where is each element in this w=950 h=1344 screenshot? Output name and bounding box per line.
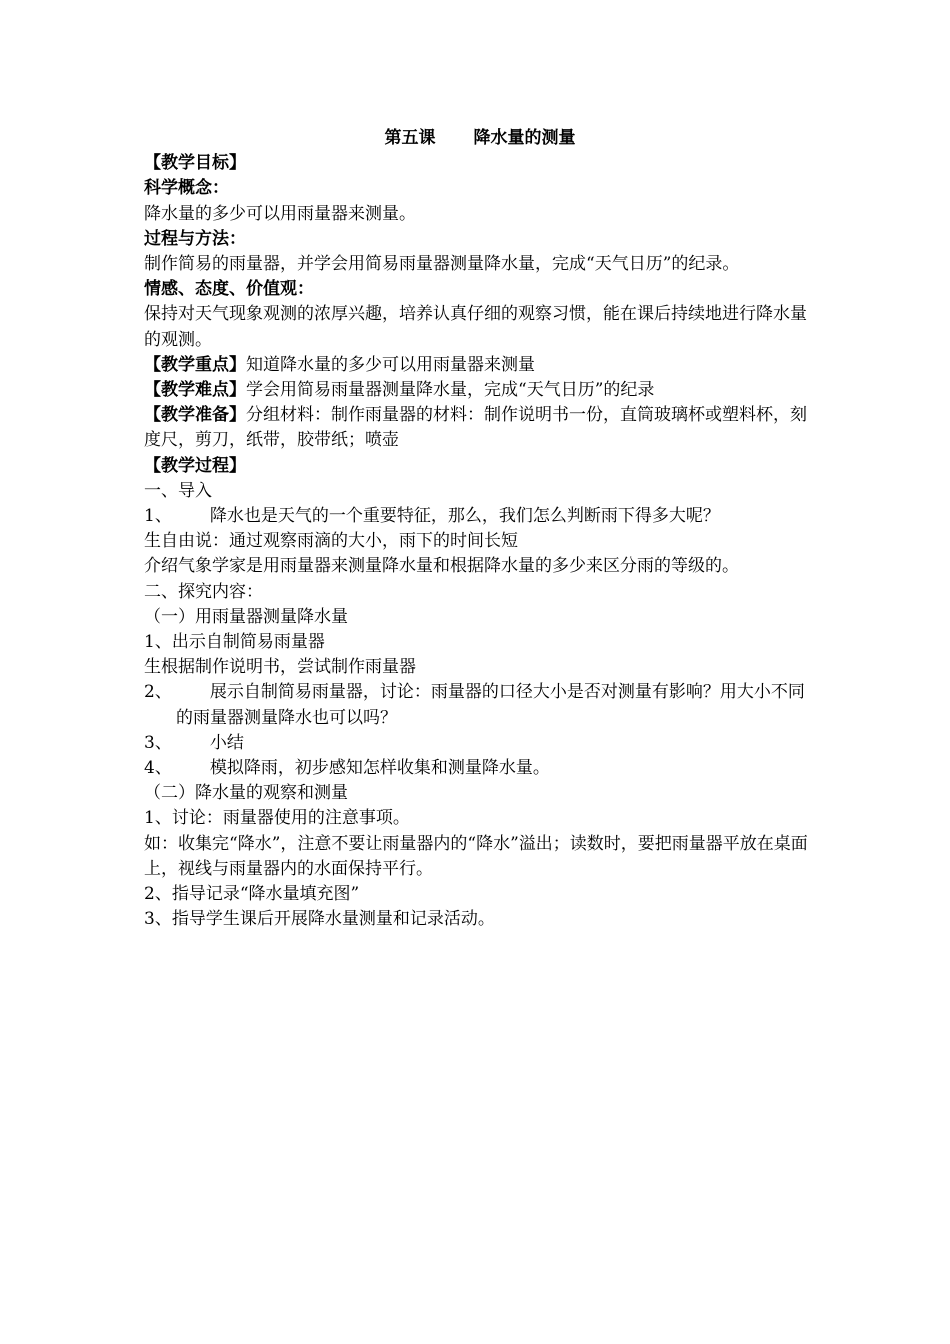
attitude-label: 情感、态度、价值观： <box>144 279 314 300</box>
list-item-text: 展示自制简易雨量器，讨论：雨量器的口径大小是否对测量有影响？用大小不同的雨量器测量降水也可以吗？ <box>176 682 805 728</box>
list-item <box>144 680 816 730</box>
paragraph: 生根据制作说明书，尝试制作雨量器 <box>144 657 416 678</box>
concept-text: 降水量的多少可以用雨量器来测量。 <box>144 203 416 224</box>
list-item-number: 2、 <box>144 682 172 703</box>
page-title <box>144 126 816 151</box>
paragraph: 3、指导学生课后开展降水量测量和记录活动。 <box>144 909 495 930</box>
objectives-heading: 【教学目标】 <box>144 153 246 174</box>
list-item-number: 4、 <box>144 758 172 779</box>
subsection-heading: （一）用雨量器测量降水量 <box>144 606 348 627</box>
list-item <box>144 756 816 781</box>
list-item-number: 3、 <box>144 732 172 753</box>
paragraph: 生自由说：通过观察雨滴的大小，雨下的时间长短 <box>144 531 518 552</box>
list-item-text: 模拟降雨，初步感知怎样收集和测量降水量。 <box>209 758 550 779</box>
list-item-text: 小结 <box>209 732 244 753</box>
key-point-label: 【教学重点】 <box>144 354 246 375</box>
preparation-text: 分组材料：制作雨量器的材料：制作说明书一份，直筒玻璃杯或塑料杯，刻度尺，剪刀，纸带，胶带纸；喷壶 <box>144 405 807 451</box>
preparation <box>144 403 816 453</box>
difficulty-text: 学会用简易雨量器测量降水量，完成“天气日历”的纪录 <box>246 380 655 401</box>
difficulty <box>144 378 816 403</box>
list-item <box>144 504 816 529</box>
difficulty-label: 【教学难点】 <box>144 380 246 401</box>
paragraph: 介绍气象学家是用雨量器来测量降水量和根据降水量的多少来区分雨的等级的。 <box>144 556 739 577</box>
key-point <box>144 353 816 378</box>
paragraph: 如：收集完“降水”，注意不要让雨量器内的“降水”溢出；读数时，要把雨量器平放在桌面上，视线与雨量器内的水面保持平行。 <box>144 833 808 879</box>
subsection-heading: （二）降水量的观察和测量 <box>144 783 348 804</box>
list-item <box>144 731 816 756</box>
title-lesson-number: 第五课 <box>384 128 436 148</box>
concept-label: 科学概念： <box>144 178 229 199</box>
title-lesson-name: 降水量的测量 <box>473 128 576 148</box>
list-item-number: 1、 <box>144 506 172 527</box>
key-point-text: 知道降水量的多少可以用雨量器来测量 <box>246 354 535 375</box>
process-heading: 【教学过程】 <box>144 455 246 476</box>
attitude-text: 保持对天气现象观测的浓厚兴趣，培养认真仔细的观察习惯，能在课后持续地进行降水量的观测。 <box>144 304 807 350</box>
paragraph: 2、指导记录“降水量填充图” <box>144 884 360 905</box>
process-method-label: 过程与方法： <box>144 228 246 249</box>
process-method-text: 制作简易的雨量器，并学会用简易雨量器测量降水量，完成“天气日历”的纪录。 <box>144 254 740 275</box>
document-body <box>144 126 816 933</box>
preparation-label: 【教学准备】 <box>144 405 246 426</box>
paragraph: 1、讨论：雨量器使用的注意事项。 <box>144 808 410 829</box>
section-explore-heading: 二、探究内容： <box>144 581 263 602</box>
paragraph: 1、出示自制简易雨量器 <box>144 632 325 653</box>
list-item-text: 降水也是天气的一个重要特征，那么，我们怎么判断雨下得多大呢？ <box>209 506 720 527</box>
section-intro-heading: 一、导入 <box>144 480 212 501</box>
